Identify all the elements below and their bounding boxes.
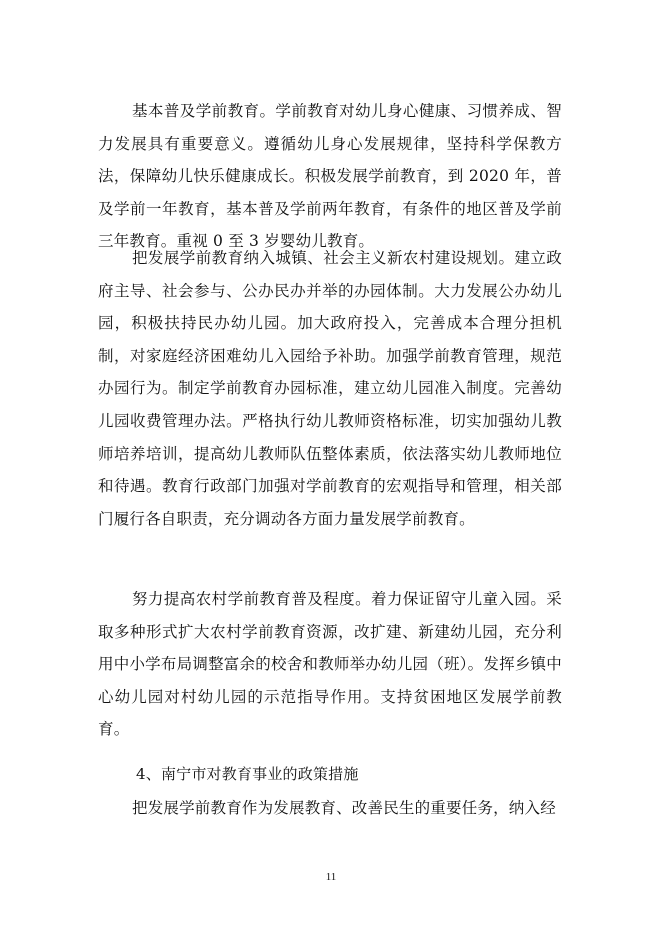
paragraph-preschool-popularization: 基本普及学前教育。学前教育对幼儿身心健康、习惯养成、智力发展具有重要意义。遵循幼儿身心发展规律，坚持科学保教方法，保障幼儿快乐健康成长。积极发展学前教育，到 2020 年，普及学前一年教育，基本普及学前两年教育，有条件的地区普及学前三年教育。重视 0 至 3 岁婴幼儿教育。 <box>98 102 562 251</box>
paragraph-preschool-planning: 把发展学前教育纳入城镇、社会主义新农村建设规划。建立政府主导、社会参与、公办民办并举的办园体制。大力发展公办幼儿园，积极扶持民办幼儿园。加大政府投入，完善成本合理分担机制，对家庭经济困难幼儿入园给予补助。加强学前教育管理，规范办园行为。制定学前教育办园标准，建立幼儿园准入制度。完善幼儿园收费管理办法。严格执行幼儿教师资格标准，切实加强幼儿教师培养培训，提高幼儿教师队伍整体素质，依法落实幼儿教师地位和待遇。教育行政部门加强对学前教育的宏观指导和管理，相关部门履行各自职责，充分调动各方面力量发展学前教育。 <box>98 249 562 528</box>
section-heading: 4、南宁市对教育事业的政策措施 <box>136 765 359 783</box>
page-number: 11 <box>325 871 337 883</box>
paragraph-rural-preschool: 努力提高农村学前教育普及程度。着力保证留守儿童入园。采取多种形式扩大农村学前教育资源，改扩建、新建幼儿园，充分利用中小学布局调整富余的校舍和教师举办幼儿园（班）。发挥乡镇中心幼儿园对村幼儿园的示范指导作用。支持贫困地区发展学前教育。 <box>98 590 562 739</box>
paragraph-policy-measures: 把发展学前教育作为发展教育、改善民生的重要任务，纳入经 <box>132 799 556 817</box>
